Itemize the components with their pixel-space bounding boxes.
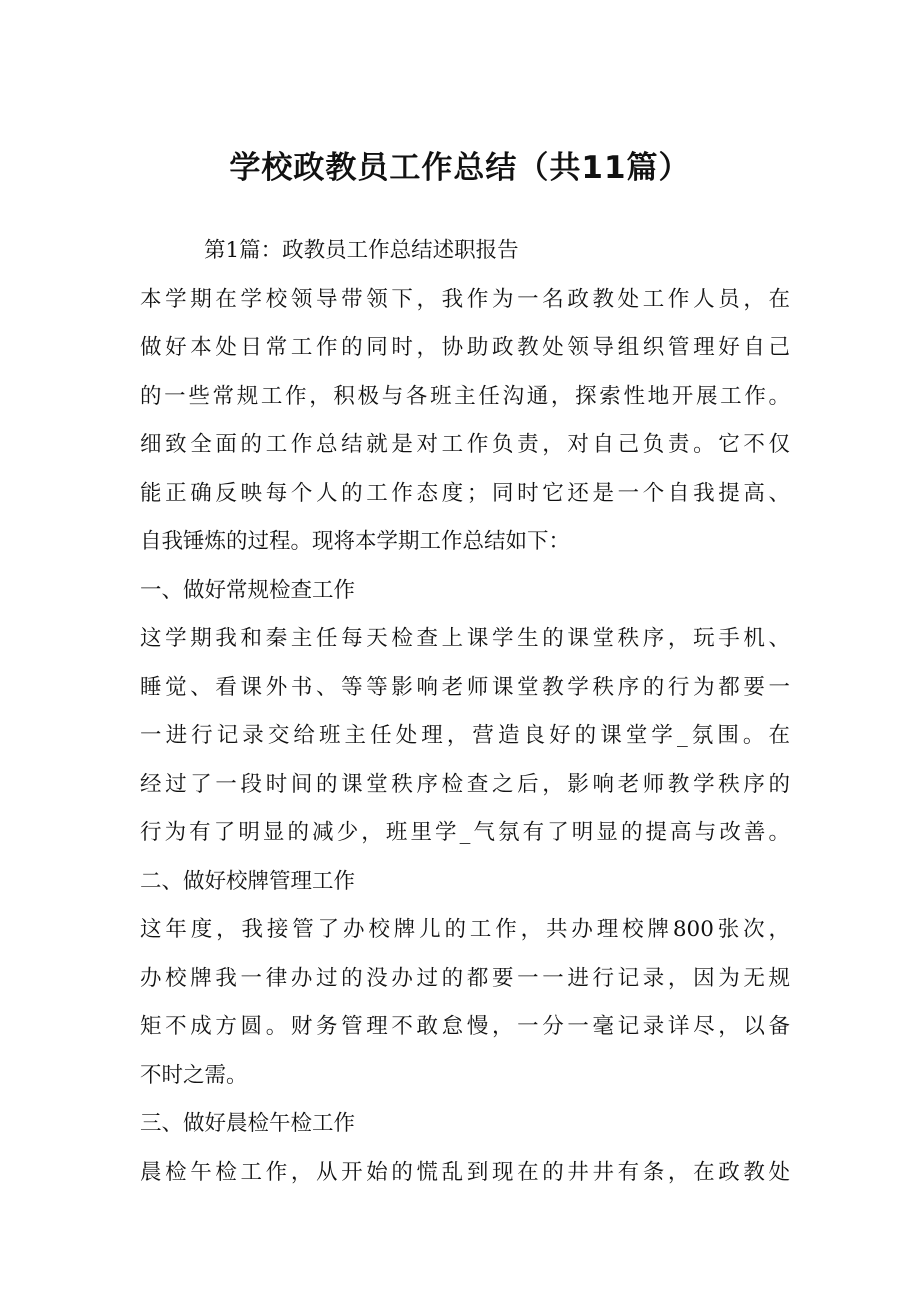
- body-line: 能正确反映每个人的工作态度；同时它还是一个自我提高、: [140, 480, 790, 506]
- document-body: [140, 227, 790, 1197]
- body-line: 经过了一段时间的课堂秩序检查之后，影响老师教学秩序的: [140, 771, 790, 797]
- body-line: 细致全面的工作总结就是对工作负责，对自己负责。它不仅: [140, 432, 790, 457]
- body-line: 这学期我和秦主任每天检查上课学生的课堂秩序，玩手机、: [140, 626, 790, 651]
- body-line: 做好本处日常工作的同时，协助政教处领导组织管理好自己: [140, 335, 790, 360]
- body-line: 这年度，我接管了办校牌儿的工作，共办理校牌800张次，: [140, 917, 790, 942]
- body-line: 晨检午检工作，从开始的慌乱到现在的井井有条，在政教处: [140, 1159, 790, 1185]
- body-line: 不时之需。: [140, 1062, 248, 1088]
- section-heading: 二、做好校牌管理工作: [140, 868, 356, 894]
- document-title: 学校政教员工作总结（共11篇）: [229, 150, 691, 186]
- body-line: 办校牌我一律办过的没办过的都要一一进行记录，因为无规: [140, 965, 790, 991]
- body-line: 自我锤炼的过程。现将本学期工作总结如下：: [140, 529, 571, 554]
- body-line: 的一些常规工作，积极与各班主任沟通，探索性地开展工作。: [140, 383, 790, 409]
- section-heading: 三、做好晨检午检工作: [140, 1111, 356, 1136]
- body-line: 睡觉、看课外书、等等影响老师课堂教学秩序的行为都要一: [140, 674, 790, 700]
- body-line: 本学期在学校领导带领下，我作为一名政教处工作人员，在: [140, 286, 790, 312]
- body-line: 矩不成方圆。财务管理不敢怠慢，一分一毫记录详尽，以备: [140, 1014, 790, 1039]
- section-heading: 一、做好常规检查工作: [140, 577, 356, 603]
- body-line: 行为有了明显的减少，班里学_气氛有了明显的提高与改善。: [140, 820, 790, 845]
- body-line: 一进行记录交给班主任处理，营造良好的课堂学_氛围。在: [140, 723, 790, 748]
- section-subtitle: 第1篇：政教员工作总结述职报告: [204, 238, 519, 263]
